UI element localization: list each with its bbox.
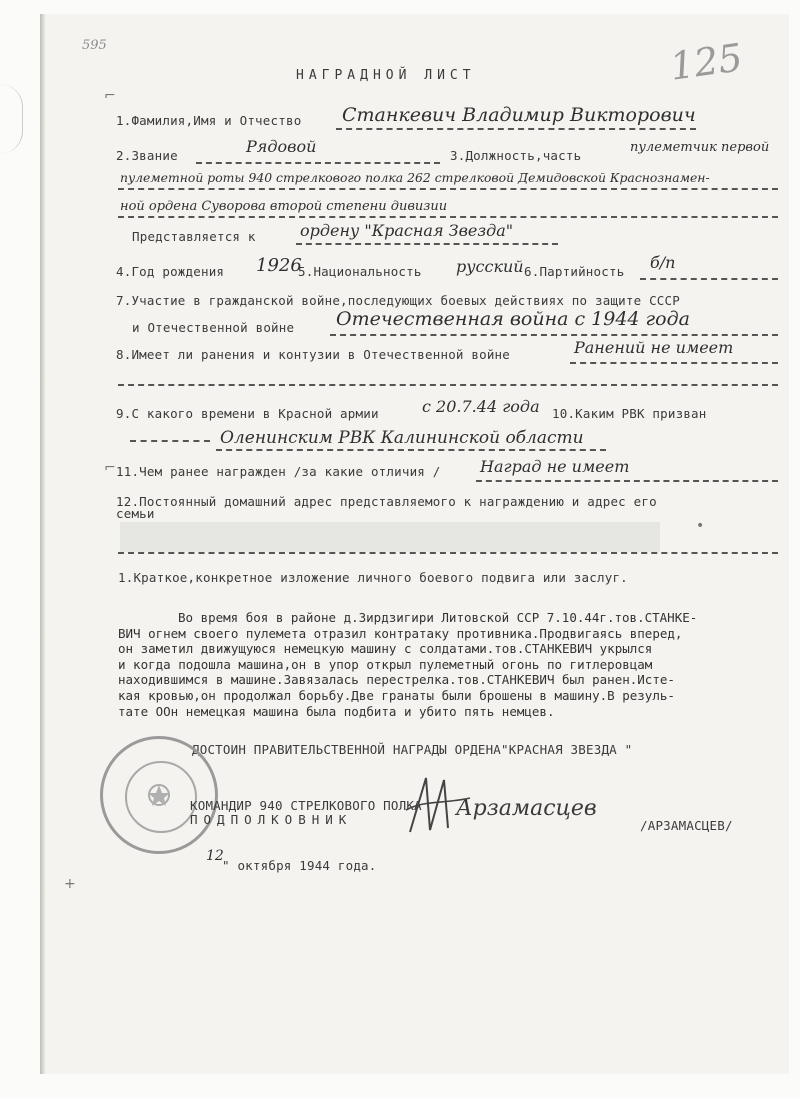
underline <box>118 216 778 218</box>
underline <box>130 440 210 442</box>
narrative-line: находившимся в машине.Завязалась перестрелка.тов.СТАНКЕВИЧ был ранен.Исте- <box>118 672 675 688</box>
underline <box>640 278 778 280</box>
narrative-line: тате ООн немецкая машина была подбита и убито пять немцев. <box>118 703 555 719</box>
narrative-text <box>118 610 778 719</box>
field-3-value-line2: пулеметной роты 940 стрелкового полка 262 стрелковой Демидовской Краснознамен- <box>120 170 710 185</box>
stamp-emblem <box>103 739 215 851</box>
narrative-line: кая кровью,он продолжал борьбу.Две гранаты были брошены в машину.В резуль- <box>118 687 675 703</box>
margin-mark: • <box>696 518 705 534</box>
document-title: НАГРАДНОЙ ЛИСТ <box>296 68 476 83</box>
field-10-label: 10.Каким РВК призван <box>552 406 707 421</box>
page-edge-shadow <box>0 84 23 154</box>
underline <box>118 188 778 190</box>
field-4-value: 1926 <box>256 255 302 276</box>
narrative-line: он заметил движущуюся немецкую машину с солдатами.тов.СТАНКЕВИЧ укрылся <box>118 641 653 657</box>
commander-name: /АРЗАМАСЦЕВ/ <box>640 818 733 833</box>
commander-title: КОМАНДИР 940 СТРЕЛКОВОГО ПОЛКА <box>190 798 422 813</box>
presented-value: ордену "Красная Звезда" <box>300 221 514 240</box>
underline <box>216 449 606 451</box>
field-3-value-line3: ной ордена Суворова второй степени дивизии <box>120 199 448 214</box>
underline <box>570 362 778 364</box>
underline <box>476 480 778 482</box>
narrative-line: ВИЧ огнем своего пулемета отразил контратаку противника.Продвигаясь вперед, <box>118 625 683 641</box>
field-7-label-line2: и Отечественной войне <box>132 320 295 335</box>
field-7-label-line1: 7.Участие в гражданской войне,последующих боевых действиях по защите СССР <box>116 293 680 308</box>
field-3-label: 3.Должность,часть <box>450 148 582 163</box>
underline <box>118 552 778 554</box>
underline <box>336 128 696 130</box>
signature-flourish <box>404 770 474 840</box>
field-11-label: 11.Чем ранее награжден /за какие отличия / <box>116 464 441 479</box>
presented-label: Представляется к <box>132 229 256 244</box>
field-11-value: Наград не имеет <box>480 457 630 476</box>
field-3-value-line1: пулеметчик первой <box>630 140 770 155</box>
date-rest: " октября 1944 года. <box>222 858 377 873</box>
commander-rank: ПОДПОЛКОВНИК <box>190 812 353 827</box>
commander-signature: Арзамасцев <box>456 796 597 821</box>
archive-number: 595 <box>82 38 107 53</box>
field-12-label-line1: 12.Постоянный домашний адрес представляемого к награждению и адрес его <box>116 494 657 509</box>
field-7-value: Отечественная война с 1944 года <box>336 308 690 330</box>
section-1-title: 1.Краткое,конкретное изложение личного боевого подвига или заслуг. <box>118 570 628 585</box>
narrative-line: Во время боя в районе д.Зирдзигири Литовской ССР 7.10.44г.тов.СТАНКЕ- <box>178 610 698 625</box>
field-2-value: Рядовой <box>246 137 317 156</box>
field-8-value: Ранений не имеет <box>574 338 734 357</box>
field-5-value: русский <box>456 257 524 276</box>
field-1-label: 1.Фамилия,Имя и Отчество <box>116 113 302 128</box>
field-2-label: 2.Звание <box>116 148 178 163</box>
field-10-value: Оленинским РВК Калининской области <box>220 428 584 448</box>
paper-edge <box>40 14 46 1074</box>
field-12-label-line2: семьи <box>116 506 155 521</box>
field-9-label: 9.С какого времени в Красной армии <box>116 406 379 421</box>
margin-mark: ⌐ <box>104 88 116 104</box>
award-statement: ДОСТОИН ПРАВИТЕЛЬСТВЕННОЙ НАГРАДЫ ОРДЕНА"КРАСНАЯ ЗВЕЗДА " <box>192 742 633 757</box>
narrative-line: и когда подошла машина,он в упор открыл пулеметный огонь по гитлеровцам <box>118 656 653 672</box>
official-stamp <box>100 736 218 854</box>
underline <box>196 162 440 164</box>
underline <box>118 384 778 386</box>
field-6-value: б/п <box>650 253 676 272</box>
field-5-label: 5.Национальность <box>298 264 422 279</box>
redacted-area <box>120 522 660 552</box>
margin-mark: ⌐ <box>104 460 116 476</box>
field-8-label: 8.Имеет ли ранения и контузии в Отечественной войне <box>116 347 511 362</box>
page-number-handwritten: 125 <box>667 35 746 89</box>
field-1-value: Станкевич Владимир Викторович <box>342 104 696 126</box>
field-6-label: 6.Партийность <box>524 264 625 279</box>
underline <box>330 334 778 336</box>
underline <box>296 243 558 245</box>
date-day: 12 <box>206 848 224 864</box>
field-9-value: с 20.7.44 года <box>422 397 540 416</box>
field-4-label: 4.Год рождения <box>116 264 225 279</box>
margin-mark: + <box>64 876 76 892</box>
